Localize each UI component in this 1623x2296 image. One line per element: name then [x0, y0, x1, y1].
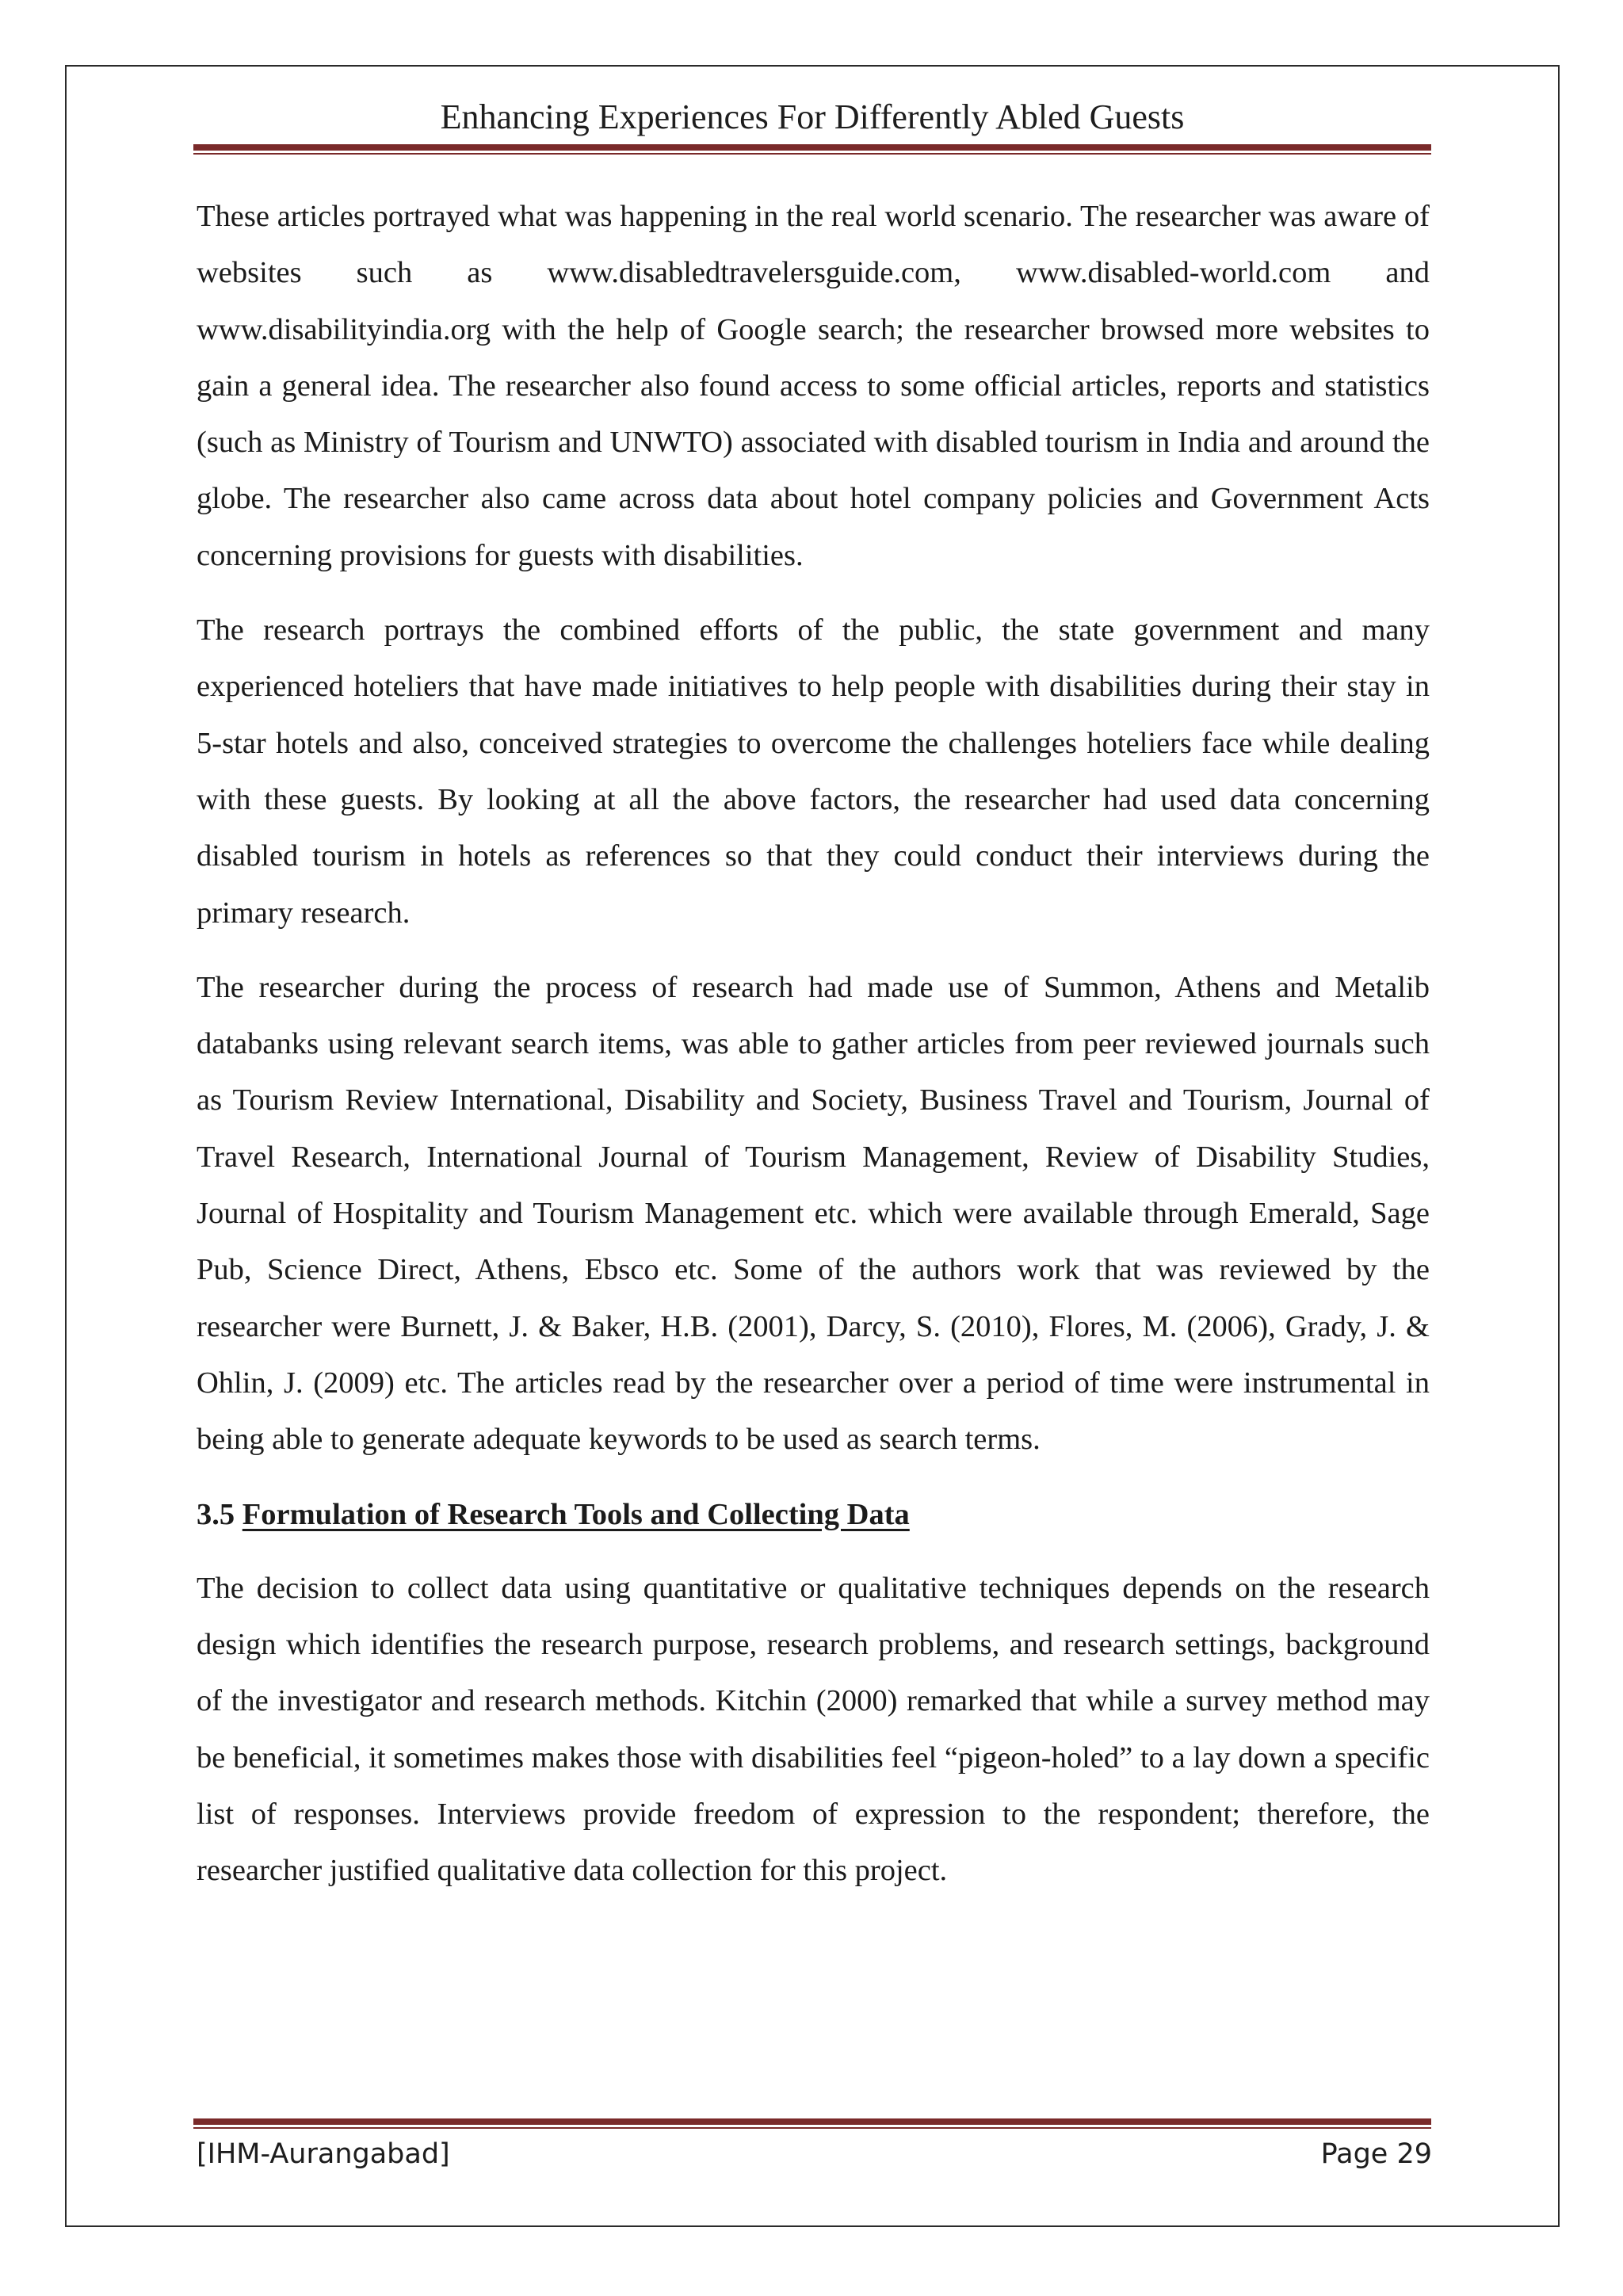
page-header-title: Enhancing Experiences For Differently Abled Guests: [440, 97, 1185, 136]
paragraph-3: The researcher during the process of research had made use of Summon, Athens and Metalib databanks using relevant search items, was able to gather articles from peer reviewed journals such as Tourism Review International, Disability and Society, Business Travel and Tourism, Journal of Travel Research, International Journal of Tourism Management, Review of Disability Studies, Journal of Hospitality and Tourism Management etc. which were available through Emerald, Sage Pub, Science Direct, Athens, Ebsco etc. Some of the authors work that was reviewed by the researcher were Burnett, J. & Baker, H.B. (2001), Darcy, S. (2010), Flores, M. (2006), Grady, J. & Ohlin, J. (2009) etc. The articles read by the researcher over a period of time were instrumental in being able to generate adequate keywords to be used as search terms.: [197, 970, 1430, 1457]
footer-institution: [IHM-Aurangabad]: [197, 2138, 450, 2170]
paragraph-2: The research portrays the combined efforts of the public, the state government and many experienced hoteliers that have made initiatives to help people with disabilities during their stay in 5-star hotels and also, conceived strategies to overcome the challenges hoteliers face while dealing with these guests. By looking at all the above factors, the researcher had used data concerning disabled tourism in hotels as references so that they could conduct their interviews during the primary research.: [197, 613, 1430, 930]
body-text: [197, 189, 1430, 1918]
paragraph-1: These articles portrayed what was happening in the real world scenario. The researcher was aware of websites such as www.disabledtravelersguide.com, www.disabled-world.com and www.disabilityindia.org with the help of Google search; the researcher browsed more websites to gain a general idea. The researcher also found access to some official articles, reports and statistics (such as Ministry of Tourism and UNWTO) associated with disabled tourism in India and around the globe. The researcher also came across data about hotel company policies and Government Acts concerning provisions for guests with disabilities.: [197, 200, 1430, 572]
section-number: 3.5: [197, 1497, 235, 1531]
header-rule: [193, 144, 1431, 155]
section-paragraph: The decision to collect data using quantitative or qualitative techniques depends on the research design which identifies the research purpose, research problems, and research settings, background of the investigator and research methods. Kitchin (2000) remarked that while a survey method may be beneficial, it sometimes makes those with disabilities feel “pigeon-holed” to a lay down a specific list of responses. Interviews provide freedom of expression to the respondent; therefore, the researcher justified qualitative data collection for this project.: [197, 1571, 1430, 1888]
footer-rule: [193, 2118, 1431, 2129]
section-title: Formulation of Research Tools and Collecting Data: [242, 1497, 910, 1531]
section-heading: [197, 1487, 1430, 1543]
footer-page-number: Page 29: [1320, 2138, 1432, 2170]
